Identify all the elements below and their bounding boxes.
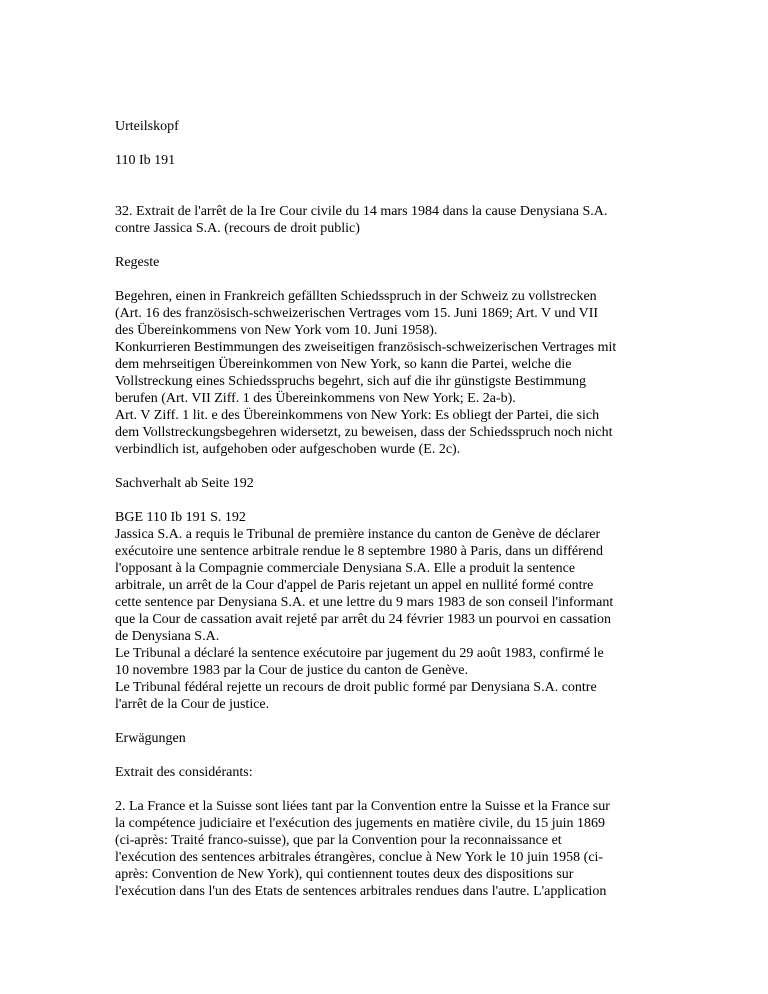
sachverhalt-line: Jassica S.A. a requis le Tribunal de première instance du canton de Genève de déclarer (115, 527, 601, 542)
sachverhalt-line: exécutoire une sentence arbitrale rendue le 8 septembre 1980 à Paris, dans un différend (115, 544, 603, 559)
sachverhalt-line: l'arrêt de la Cour de justice. (115, 697, 270, 712)
regeste-line: des Übereinkommens von New York vom 10. Juni 1958). (115, 323, 438, 338)
sachverhalt-line: cette sentence par Denysiana S.A. et une lettre du 9 mars 1983 de son conseil l'informant (115, 595, 614, 610)
document-title: Urteilskopf (115, 119, 179, 134)
regeste-line: Vollstreckung eines Schiedsspruchs begehrt, sich auf die ihr günstigste Bestimmung (115, 374, 587, 389)
erwaegungen-line: l'exécution dans l'un des Etats de sentences arbitrales rendues dans l'autre. L'application (115, 884, 607, 899)
erwaegungen-line: après: Convention de New York), qui contiennent toutes deux des dispositions sur (115, 867, 574, 882)
erwaegungen-intro: Extrait des considérants: (115, 765, 253, 780)
spacer (115, 186, 655, 203)
document-page (115, 118, 655, 917)
regeste-line: (Art. 16 des französisch-schweizerischen Vertrages vom 15. Juni 1869; Art. V und VII (115, 306, 599, 321)
sachverhalt-line: Le Tribunal a déclaré la sentence exécutoire par jugement du 29 août 1983, confirmé le (115, 646, 604, 661)
erwaegungen-text (115, 798, 655, 900)
page-reference: BGE 110 Ib 191 S. 192 (115, 510, 246, 525)
sachverhalt-line: que la Cour de cassation avait rejeté par arrêt du 24 février 1983 un pourvoi en cassation (115, 612, 612, 627)
erwaegungen-line: 2. La France et la Suisse sont liées tant par la Convention entre la Suisse et la France sur (115, 799, 610, 814)
erwaegungen-label: Erwägungen (115, 731, 186, 746)
regeste-line: Begehren, einen in Frankreich gefällten Schiedsspruch in der Schweiz zu vollstrecken (115, 289, 597, 304)
regeste-line: dem Vollstreckungsbegehren widersetzt, zu beweisen, dass der Schiedsspruch noch nicht (115, 425, 613, 440)
erwaegungen-line: (ci-après: Traité franco-suisse), que par la Convention pour la reconnaissance et (115, 833, 562, 848)
sachverhalt-text (115, 509, 655, 713)
erwaegungen-line: la compétence judiciaire et l'exécution des jugements en matière civile, du 15 juin 1869 (115, 816, 606, 831)
regeste-label: Regeste (115, 255, 160, 270)
sachverhalt-line: arbitrale, un arrêt de la Cour d'appel de Paris rejetant un appel en nullité formé contre (115, 578, 594, 593)
regeste-line: Konkurrieren Bestimmungen des zweiseitigen französisch-schweizerischen Vertrages mit (115, 340, 617, 355)
heading-line: 32. Extrait de l'arrêt de la Ire Cour civile du 14 mars 1984 dans la cause Denysiana S.A. (115, 204, 608, 219)
sachverhalt-line: 10 novembre 1983 par la Cour de justice du canton de Genève. (115, 663, 469, 678)
regeste-line: berufen (Art. VII Ziff. 1 des Übereinkommens von New York; E. 2a-b). (115, 391, 516, 406)
decision-heading (115, 203, 655, 237)
case-reference: 110 Ib 191 (115, 153, 176, 168)
regeste-line: verbindlich ist, aufgehoben oder aufgeschoben wurde (E. 2c). (115, 442, 461, 457)
erwaegungen-line: l'exécution des sentences arbitrales étrangères, conclue à New York le 10 juin 1958 (ci- (115, 850, 604, 865)
sachverhalt-line: Le Tribunal fédéral rejette un recours de droit public formé par Denysiana S.A. contre (115, 680, 597, 695)
heading-line: contre Jassica S.A. (recours de droit public) (115, 221, 360, 236)
sachverhalt-line: l'opposant à la Compagnie commerciale Denysiana S.A. Elle a produit la sentence (115, 561, 576, 576)
sachverhalt-label: Sachverhalt ab Seite 192 (115, 476, 254, 491)
regeste-line: Art. V Ziff. 1 lit. e des Übereinkommens von New York: Es obliegt der Partei, die sich (115, 408, 600, 423)
regeste-text (115, 288, 655, 458)
regeste-line: dem mehrseitigen Übereinkommen von New York, so kann die Partei, welche die (115, 357, 572, 372)
sachverhalt-line: de Denysiana S.A. (115, 629, 220, 644)
